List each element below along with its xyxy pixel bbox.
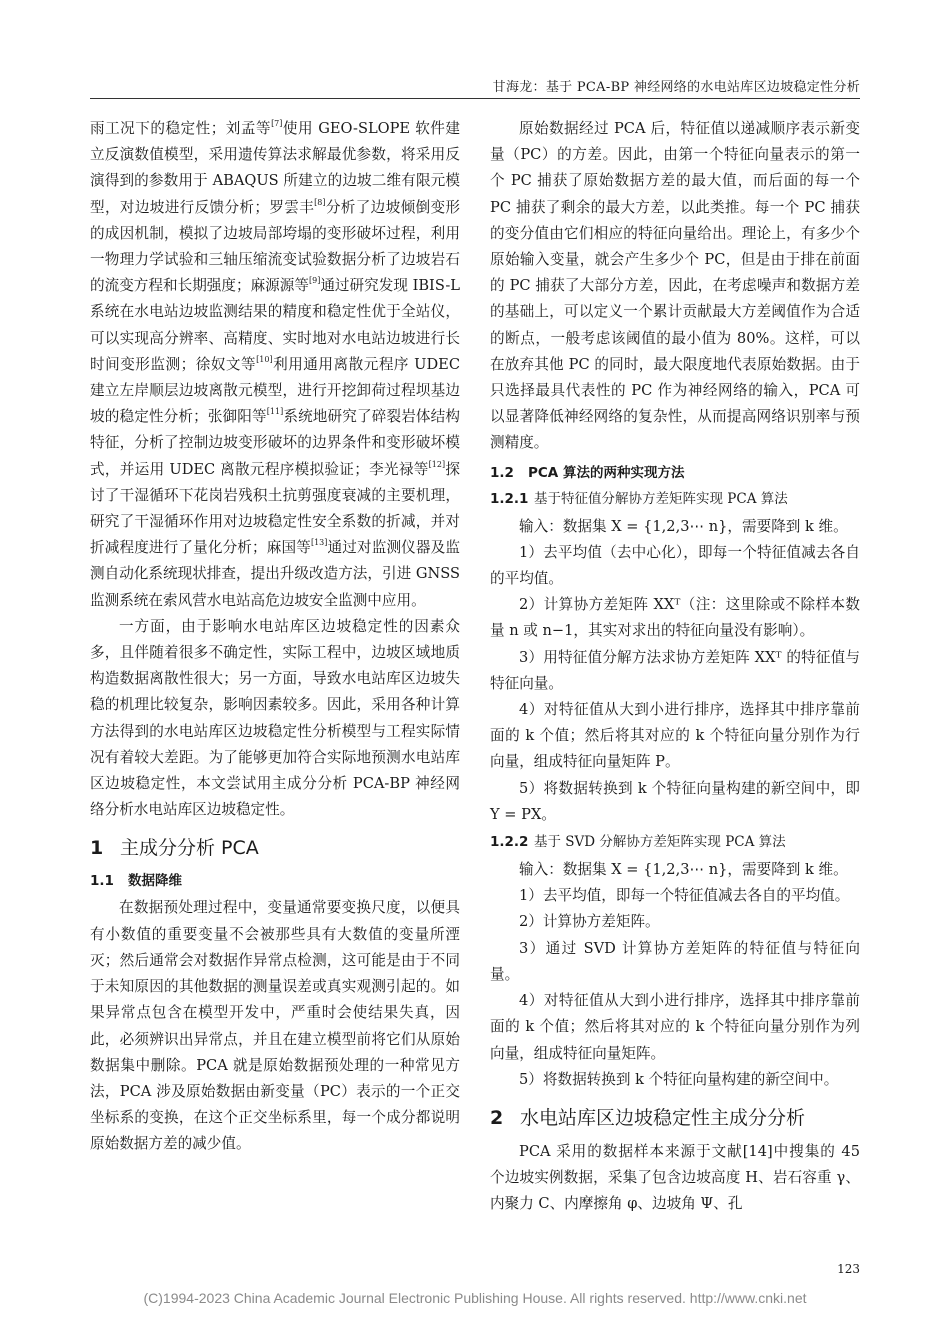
step-1-5: 5）将数据转换到 k 个特征向量构建的新空间中，即 Y = PX。 — [490, 779, 860, 823]
step-2-1: 1）去平均值，即每一个特征值减去各自的平均值。 — [519, 887, 850, 905]
citation-12: [12] — [428, 459, 446, 469]
citation-13: [13] — [310, 538, 328, 548]
header-rule — [90, 98, 860, 99]
section-1-2-1-heading: 1.2.1 基于特征值分解协方差矩阵实现 PCA 算法 — [490, 490, 788, 507]
input-statement-2: 输入：数据集 X = {1,2,3⋯ n}，需要降到 k 维。 — [519, 861, 848, 879]
paragraph-references: 雨工况下的稳定性；刘孟等[7]使用 GEO-SLOPE 软件建立反演数值模型，采用遗传算法求解最优参数，将采用反演得到的参数用于 ABAQUS 所建立的边坡二维有限元模型，对边坡进行反馈分析；罗雲丰[8]分析了边坡倾倒变形的成因机制，模拟了边坡局部垮塌的变形破坏过程，利用一物理力学试验和三轴压缩流变试验数据分析了边坡岩石的流变方程和长期强度；麻源源等[9]通过研究发现 IBIS-L 系统在水电站边坡监测结果的精度和稳定性优于全站仪，可以实现高分辨率、高精度、实时地对水电站边坡进行长时间变形监测；徐奴文等[10]利用通用离散元程序 UDEC 建立左岸顺层边坡离散元模型，进行开挖卸荷过程坝基边坡的稳定性分析；张御阳等[11]系统地研究了碎裂岩体结构特征，分析了控制边坡变形破坏的边界条件和变形破坏模式，并运用 UDEC 离散元程序模拟验证；李光禄等[12]探讨了干湿循环下花岗岩残积土抗剪强度衰减的主要机理，研究了干湿循环作用对边坡稳定性安全系数的折减，并对折减程度进行了量化分析；麻国等[13]通过对监测仪器及监测自动化系统现状排查，提出升级改造方法，引进 GNSS 监测系统在索风营水电站高危边坡安全监测中应用。 — [90, 119, 460, 609]
left-column — [90, 116, 460, 1158]
step-1-1: 1）去平均值（去中心化），即每一个特征值减去各自的平均值。 — [490, 543, 860, 588]
paragraph-data-source: PCA 采用的数据样本来源于文献[14]中搜集的 45 个边坡实例数据，采集了包含边坡高度 H、岩石容重 γ、内聚力 C、内摩擦角 φ、边坡角 Ψ、孔 — [490, 1142, 860, 1213]
citation-7: [7] — [271, 119, 283, 128]
citation-11: [11] — [266, 407, 284, 417]
step-2-2: 2）计算协方差矩阵。 — [519, 913, 660, 931]
citation-8: [8] — [314, 197, 326, 207]
section-1-heading: 1 主成分分析 PCA — [90, 837, 259, 860]
copyright-footer: (C)1994-2023 China Academic Journal Electronic Publishing House. All rights reserved. http://www.cnki.net — [143, 1290, 807, 1306]
citation-10: [10] — [256, 354, 273, 364]
section-1-2-2-heading: 1.2.2 基于 SVD 分解协方差矩阵实现 PCA 算法 — [490, 834, 786, 851]
paragraph-pca-variance: 原始数据经过 PCA 后，特征值以递减顺序表示新变量（PC）的方差。因此，由第一个特征向量表示的第一个 PC 捕获了原始数据方差的最大值，而后面的每一个 PC 捕获了剩余的最大方差，以此类推。每一个 PC 捕获的变分值由它们相应的特征向量给出。理论上，有多少个原始输入变量，就会产生多少个 PC，但是由于排在前面的 PC 捕获了大部分方差，因此，在考虑噪声和数据方差的基础上，可以定义一个累计贡献最大方差阈值作为合适的断点，一般考虑该阈值的最小值为 80%。这样，可以在放弃其他 PC 的同时，最大限度地代表原始数据。由于只选择最具代表性的 PC 作为神经网络的输入，PCA 可以显著降低神经网络的复杂性，从而提高网络识别率与预测精度。 — [490, 120, 860, 452]
step-1-2: 2）计算协方差矩阵 XXᵀ（注：这里除或不除样本数量 n 或 n−1，其实对求出的特征向量没有影响）。 — [490, 596, 860, 640]
step-2-3: 3）通过 SVD 计算协方差矩阵的特征值与特征向量。 — [490, 939, 860, 983]
paragraph-motivation: 一方面，由于影响水电站库区边坡稳定性的因素众多，且伴随着很多不确定性，实际工程中，边坡区域地质构造数据离散性很大；另一方面，导致水电站库区边坡失稳的机理比较复杂，影响因素较多。因此，采用各种计算方法得到的水电站库区边坡稳定性分析模型与工程实际情况有着较大差距。为了能够更加符合实际地预测水电站库区边坡稳定性，本文尝试用主成分分析 PCA-BP 神经网络分析水电站库区边坡稳定性。 — [90, 617, 460, 819]
section-2-heading: 2 水电站库区边坡稳定性主成分分析 — [490, 1106, 806, 1129]
citation-9: [9] — [308, 276, 321, 286]
step-1-3: 3）用特征值分解方法求协方差矩阵 XXᵀ 的特征值与特征向量。 — [490, 648, 860, 692]
section-1-1-heading: 1.1 数据降维 — [90, 873, 182, 890]
step-2-4: 4）对特征值从大到小进行排序，选择其中排序靠前面的 k 个值；然后将其对应的 k 个特征向量分别作为列向量，组成特征向量矩阵。 — [490, 992, 860, 1062]
running-header: 甘海龙：基于 PCA-BP 神经网络的水电站库区边坡稳定性分析 — [492, 80, 860, 95]
step-1-4: 4）对特征值从大到小进行排序，选择其中排序靠前面的 k 个值；然后将其对应的 k 个特征向量分别作为行向量，组成特征向量矩阵 P。 — [490, 701, 860, 771]
step-2-5: 5）将数据转换到 k 个特征向量构建的新空间中。 — [519, 1070, 839, 1088]
right-column — [490, 116, 860, 1218]
section-1-2-heading: 1.2 PCA 算法的两种实现方法 — [490, 464, 685, 481]
page-number: 123 — [837, 1262, 860, 1276]
paragraph-data-preprocessing: 在数据预处理过程中，变量通常要变换尺度，以便具有小数值的重要变量不会被那些具有大数值的变量所湮灭；然后通常会对数据作异常点检测，这可能是由于不同于未知原因的其他数据的测量误差或真实观测引起的。如果异常点包含在模型开发中，严重时会使结果失真，因此，必须辨识出异常点，并且在建立模型前将它们从原始数据集中删除。PCA 就是原始数据预处理的一种常见方法，PCA 涉及原始数据由新变量（PC）表示的一个正交坐标系的变换，在这个正交坐标系里，每一个成分都说明原始数据方差的减少值。 — [90, 899, 460, 1153]
input-statement-1: 输入：数据集 X = {1,2,3⋯ n}，需要降到 k 维。 — [519, 517, 848, 535]
